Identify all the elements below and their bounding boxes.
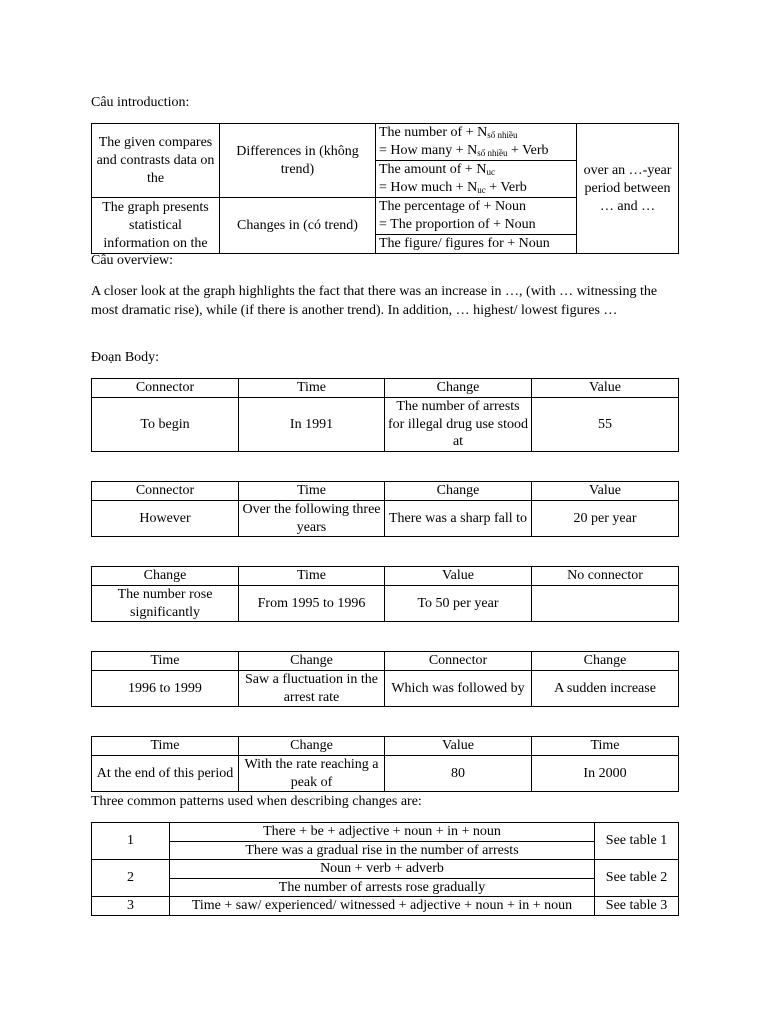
- intro-line-how-much: = How much + $N_{uc}$ + Verb: [379, 180, 527, 195]
- table-cell: The number of arrests for illegal drug use stood at: [385, 398, 532, 452]
- table-header-cell: Connector: [385, 652, 532, 671]
- overview-heading: Câu overview:: [91, 253, 174, 268]
- pattern-reference: See table 3: [595, 897, 679, 916]
- intro-line-how-many: = How many + $N_{số nhiều}$ + Verb: [379, 143, 549, 158]
- patterns-heading: Three common patterns used when describing changes are:: [91, 794, 422, 809]
- table-header-cell: Connector: [92, 482, 239, 501]
- table-cell: To 50 per year: [385, 586, 532, 622]
- intro-cell-amount-of: [376, 161, 577, 198]
- pattern-formula: Time + saw/ experienced/ witnessed + adjective + noun + in + noun: [170, 897, 595, 916]
- intro-cell-percentage: [376, 198, 577, 235]
- table-row: [92, 501, 679, 537]
- pattern-reference: See table 1: [595, 823, 679, 860]
- table-header-cell: Value: [385, 737, 532, 756]
- pattern-example: The number of arrests rose gradually: [170, 878, 595, 897]
- intro-line-amount-of: The amount of + $N_{uc}$: [379, 162, 495, 177]
- table-row: [92, 586, 679, 622]
- intro-cell-given: The given compares and contrasts data on the: [92, 124, 220, 198]
- table-header-cell: Time: [239, 567, 385, 586]
- table-header-cell: Connector: [92, 379, 239, 398]
- table-cell: From 1995 to 1996: [239, 586, 385, 622]
- table-header-cell: Change: [239, 737, 385, 756]
- intro-cell-number-of: [376, 124, 577, 161]
- body-table-5: [91, 736, 679, 792]
- table-cell: The number rose significantly: [92, 586, 239, 622]
- table-header-cell: Value: [385, 567, 532, 586]
- table-header-cell: Value: [532, 482, 679, 501]
- table-cell: To begin: [92, 398, 239, 452]
- body-table-4: [91, 651, 679, 707]
- table-header-cell: Time: [92, 737, 239, 756]
- table-header-cell: Change: [92, 567, 239, 586]
- table-header-cell: Change: [532, 652, 679, 671]
- table-cell: Saw a fluctuation in the arrest rate: [239, 671, 385, 707]
- intro-cell-differences: Differences in (không trend): [220, 124, 376, 198]
- pattern-number: 1: [92, 823, 170, 860]
- pattern-example: There was a gradual rise in the number of arrests: [170, 841, 595, 860]
- table-cell: 1996 to 1999: [92, 671, 239, 707]
- intro-cell-figure: The figure/ figures for + Noun: [376, 235, 577, 254]
- pattern-number: 2: [92, 860, 170, 897]
- body-table-2: [91, 481, 679, 537]
- table-cell: Which was followed by: [385, 671, 532, 707]
- table-cell: 55: [532, 398, 679, 452]
- table-cell: [532, 586, 679, 622]
- pattern-formula: Noun + verb + adverb: [170, 860, 595, 879]
- table-header-cell: Time: [532, 737, 679, 756]
- table-row: [92, 398, 679, 452]
- intro-cell-period: over an …-year period between … and …: [577, 124, 679, 254]
- intro-cell-graph-presents: The graph presents statistical information on the: [92, 198, 220, 254]
- pattern-number: 3: [92, 897, 170, 916]
- intro-line-number-of: The number of + $N_{số nhiều}$: [379, 125, 518, 140]
- pattern-reference: See table 2: [595, 860, 679, 897]
- intro-line-percentage: The percentage of + Noun: [379, 199, 527, 214]
- table-header-cell: Change: [385, 379, 532, 398]
- table-header-cell: Change: [239, 652, 385, 671]
- table-row: [92, 823, 679, 842]
- table-cell: With the rate reaching a peak of: [239, 756, 385, 792]
- table-row: [92, 860, 679, 879]
- overview-paragraph: A closer look at the graph highlights the fact that there was an increase in …, (with … witnessing the most dramatic rise), while (if there is another trend). In addition, … highest/ lowest figures …: [91, 284, 658, 318]
- table-cell: 20 per year: [532, 501, 679, 537]
- table-cell: There was a sharp fall to: [385, 501, 532, 537]
- table-cell: At the end of this period: [92, 756, 239, 792]
- table-cell: A sudden increase: [532, 671, 679, 707]
- patterns-table: [91, 822, 679, 916]
- table-header-cell: Time: [239, 482, 385, 501]
- table-row: [92, 756, 679, 792]
- table-cell: Over the following three years: [239, 501, 385, 537]
- table-row: [92, 897, 679, 916]
- body-table-1: [91, 378, 679, 452]
- table-cell: 80: [385, 756, 532, 792]
- intro-table: [91, 123, 679, 254]
- table-row: [92, 671, 679, 707]
- table-header-cell: Value: [532, 379, 679, 398]
- table-cell: However: [92, 501, 239, 537]
- table-header-cell: No connector: [532, 567, 679, 586]
- table-header-cell: Change: [385, 482, 532, 501]
- body-table-3: [91, 566, 679, 622]
- pattern-formula: There + be + adjective + noun + in + noun: [170, 823, 595, 842]
- table-cell: In 1991: [239, 398, 385, 452]
- intro-line-proportion: = The proportion of + Noun: [379, 217, 536, 232]
- intro-cell-changes: Changes in (có trend): [220, 198, 376, 254]
- table-header-cell: Time: [92, 652, 239, 671]
- body-heading: Đoạn Body:: [91, 350, 160, 365]
- table-cell: In 2000: [532, 756, 679, 792]
- table-header-cell: Time: [239, 379, 385, 398]
- intro-heading: Câu introduction:: [91, 95, 190, 110]
